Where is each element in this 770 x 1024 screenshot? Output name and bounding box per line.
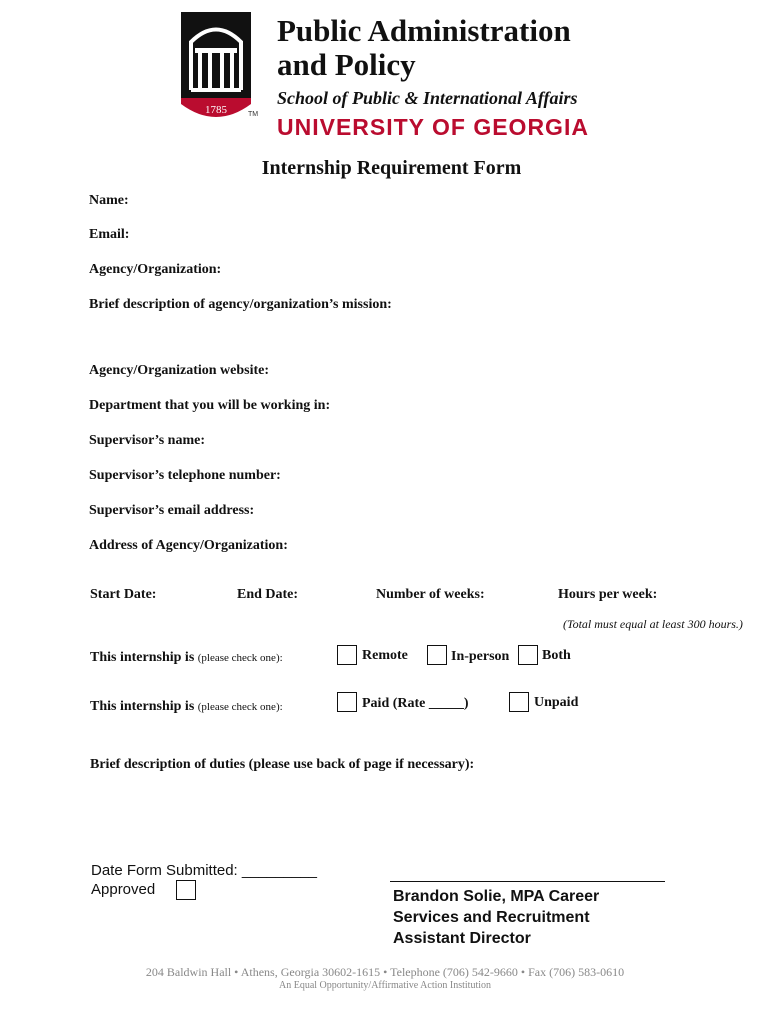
- svg-text:1785: 1785: [205, 104, 227, 116]
- address-field-label: Address of Agency/Organization:: [89, 538, 288, 553]
- in-person-option-label: In-person: [451, 649, 510, 664]
- start-date-label: Start Date:: [90, 587, 157, 602]
- department-field-label: Department that you will be working in:: [89, 398, 331, 413]
- in-person-checkbox[interactable]: [427, 645, 447, 665]
- mode-label: This internship is (please check one):: [90, 650, 283, 665]
- department-title: Public Administration and Policy: [277, 13, 571, 82]
- date-submitted-label: Date Form Submitted: _________: [91, 862, 317, 879]
- hours-note: (Total must equal at least 300 hours.): [563, 617, 743, 631]
- name-field-label: Name:: [89, 193, 129, 208]
- uga-arch-logo: [181, 12, 251, 122]
- paid-option-label: Paid (Rate _____): [362, 696, 469, 711]
- weeks-label: Number of weeks:: [376, 587, 485, 602]
- signature-line: [390, 881, 665, 882]
- approved-label: Approved: [91, 881, 156, 898]
- remote-checkbox[interactable]: [337, 645, 357, 665]
- trademark-mark: TM: [248, 111, 259, 118]
- approved-checkbox[interactable]: [176, 880, 196, 900]
- agency-field-label: Agency/Organization:: [89, 262, 222, 277]
- footer-eeo: An Equal Opportunity/Affirmative Action Institution: [278, 980, 491, 991]
- university-name: UNIVERSITY OF GEORGIA: [277, 114, 589, 140]
- supervisor-phone-label: Supervisor’s telephone number:: [89, 468, 281, 483]
- website-field-label: Agency/Organization website:: [89, 363, 270, 378]
- supervisor-email-label: Supervisor’s email address:: [89, 503, 255, 518]
- pay-label: This internship is (please check one):: [90, 699, 283, 714]
- paid-checkbox[interactable]: [337, 692, 357, 712]
- end-date-label: End Date:: [237, 587, 299, 602]
- signatory-block: Brandon Solie, MPA Career Services and Recruitment Assistant Director: [393, 888, 600, 947]
- supervisor-name-label: Supervisor’s name:: [89, 433, 206, 448]
- both-option-label: Both: [542, 648, 571, 663]
- form-title: Internship Requirement Form: [261, 157, 522, 179]
- mission-field-label: Brief description of agency/organization’s mission:: [89, 297, 392, 312]
- unpaid-checkbox[interactable]: [509, 692, 529, 712]
- school-name: School of Public & International Affairs: [277, 88, 578, 108]
- footer-address: 204 Baldwin Hall • Athens, Georgia 30602-1615 • Telephone (706) 542-9660 • Fax (706) 583-0610: [145, 965, 625, 979]
- duties-label: Brief description of duties (please use back of page if necessary):: [90, 757, 475, 772]
- both-checkbox[interactable]: [518, 645, 538, 665]
- hours-label: Hours per week:: [558, 587, 658, 602]
- remote-option-label: Remote: [362, 648, 408, 663]
- unpaid-option-label: Unpaid: [534, 695, 579, 710]
- email-field-label: Email:: [89, 227, 130, 242]
